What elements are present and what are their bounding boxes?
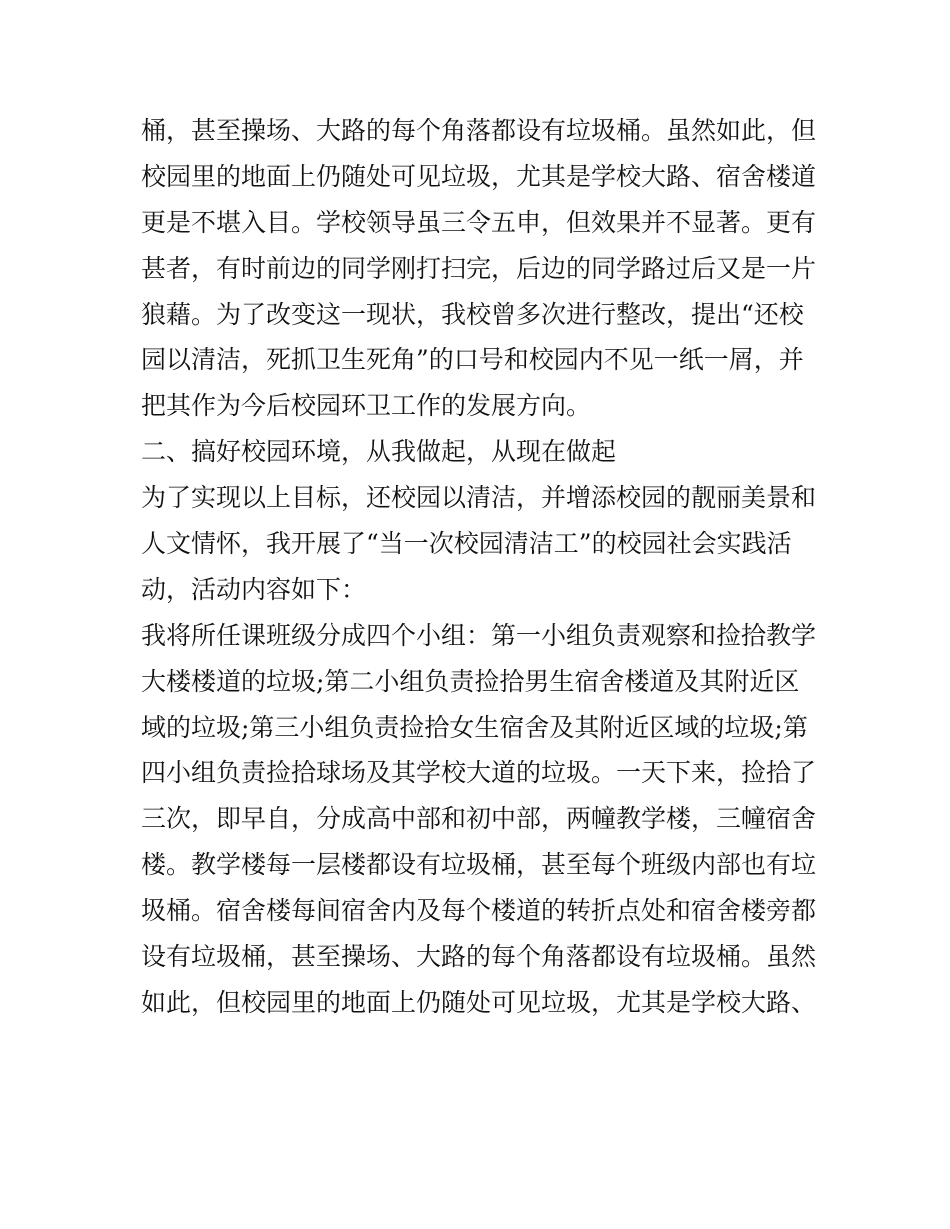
text-line: 狼藉。为了改变这一现状，我校曾多次进行整改，提出“还校 — [141, 299, 804, 329]
text-line: 把其作为今后校园环卫工作的发展方向。 — [141, 391, 592, 421]
text-line: 甚者，有时前边的同学刚打扫完，后边的同学路过后又是一片 — [141, 253, 817, 283]
text-line: 园以清洁，死抓卫生死角”的口号和校园内不见一纸一屑，并 — [141, 345, 804, 375]
text-line: 如此，但校园里的地面上仍随处可见垃圾，尤其是学校大路、 — [141, 987, 817, 1017]
text-line: 动，活动内容如下： — [141, 574, 367, 604]
text-line: 更是不堪入目。学校领导虽三令五申，但效果并不显著。更有 — [141, 207, 817, 237]
text-line: 为了实现以上目标，还校园以清洁，并增添校园的靓丽美景和 — [141, 483, 817, 513]
text-line: 四小组负责捡拾球场及其学校大道的垃圾。一天下来，捡拾了 — [141, 758, 817, 788]
text-line: 我将所任课班级分成四个小组：第一小组负责观察和捡拾教学 — [141, 620, 817, 650]
body-text — [141, 108, 821, 1026]
text-line: 大楼楼道的垃圾;第二小组负责捡拾男生宿舍楼道及其附近区 — [141, 666, 800, 696]
text-line: 三次，即早自，分成高中部和初中部，两幢教学楼，三幢宿舍 — [141, 804, 817, 834]
text-line: 桶，甚至操场、大路的每个角落都设有垃圾桶。虽然如此，但 — [141, 116, 817, 145]
text-line: 圾桶。宿舍楼每间宿舍内及每个楼道的转折点处和宿舍楼旁都 — [141, 896, 817, 926]
text-line: 人文情怀，我开展了“当一次校园清洁工”的校园社会实践活 — [141, 529, 792, 559]
text-line: 域的垃圾;第三小组负责捡拾女生宿舍及其附近区域的垃圾;第 — [141, 712, 808, 742]
text-line: 楼。教学楼每一层楼都设有垃圾桶，甚至每个班级内部也有垃 — [141, 850, 817, 880]
section-heading: 二、搞好校园环境，从我做起，从现在做起 — [141, 437, 617, 467]
text-line: 校园里的地面上仍随处可见垃圾，尤其是学校大路、宿舍楼道 — [141, 161, 817, 191]
text-line: 设有垃圾桶，甚至操场、大路的每个角落都设有垃圾桶。虽然 — [141, 942, 817, 972]
